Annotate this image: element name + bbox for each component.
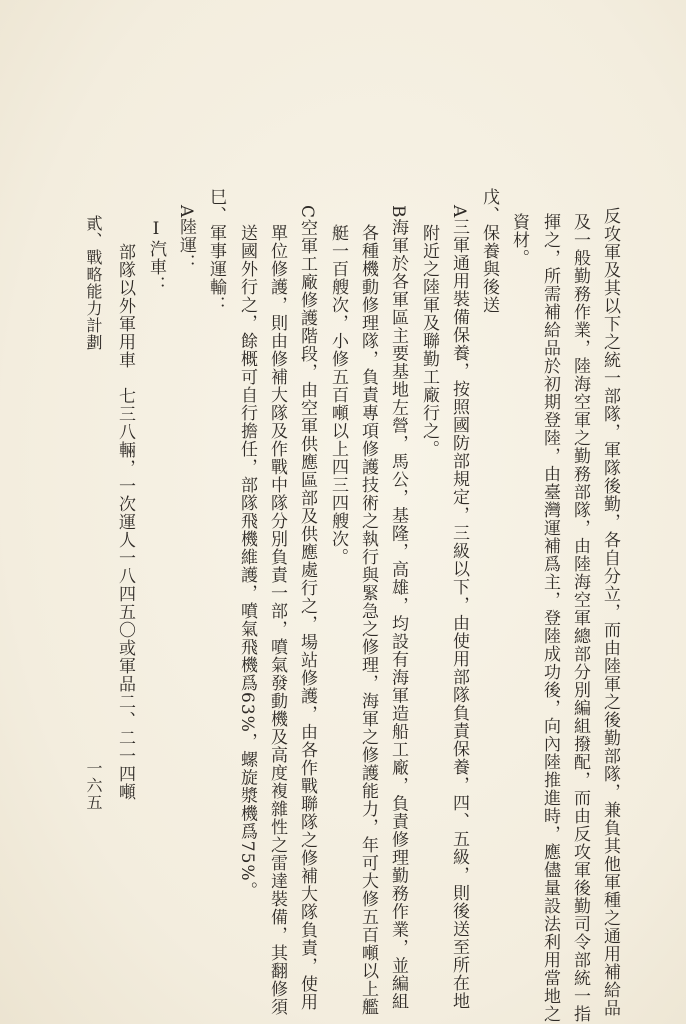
text-column-10: 艇一百艘次，小修五百噸以上四三四艘次。: [328, 224, 348, 566]
subheading-land-transport: A陸運：: [176, 205, 196, 273]
subheading-vehicles: Ⅰ汽車：: [146, 219, 166, 294]
page-number: 一六五: [84, 760, 103, 811]
item-a-common-equipment: A三軍通用裝備保養，按照國防部規定，三級以下，由使用部隊負責保養，四、五級，則後送至所在地: [449, 205, 469, 1011]
section-heading-maintenance: 戊、保養與後送: [479, 188, 499, 314]
text-column-2: 及一般勤務作業，陸海空軍之勤務部隊，由陸海空軍總部分別編組撥配，而由反攻軍後勤司令部統一指: [570, 213, 590, 1023]
text-column-4: 資材。: [509, 213, 529, 267]
text-column-3: 揮之，所需補給品於初期登陸，由臺灣運補爲主，登陸成功後，向內陸推進時，應儘量設法利用當地之: [540, 213, 560, 1023]
text-column-9: 各種機動修理隊，負責專項修護技術之執行與緊急之修理，海軍之修護能力，年可大修五百噸以上艦: [358, 224, 378, 1016]
text-column-13: 送國外行之，餘概可自行擔任，部隊飛機維護，噴氣飛機爲63%，螺旋漿機爲75%。: [237, 224, 257, 900]
section-heading-transport: 巳、軍事運輸：: [206, 188, 226, 314]
text-column-17: 部隊以外軍用車 七三八輛，一次運人一八四五〇或軍品二、二一四噸: [115, 243, 135, 801]
item-b-navy: B海軍於各軍區主要基地左營，馬公，基隆，高雄，均設有海軍造船工廠，負責修理勤務作業，並編組: [388, 205, 408, 1011]
item-c-air-force: C空軍工廠修護階段，由空軍供應區部及供應處行之，場站修護，由各作戰聯隊之修補大隊負責，使用: [297, 205, 317, 1012]
text-column-12: 單位修護，則由修補大隊及作戰中隊分別負責一部，噴氣發動機及高度複雜性之雷達裝備，其翻修須: [267, 224, 287, 1016]
footer-section-title: 貳、戰略能力計劃: [84, 215, 103, 351]
text-column-7: 附近之陸軍及聯勤工廠行之。: [419, 224, 439, 458]
text-column-1: 反攻軍及其以下之統一部隊，軍隊後勤，各自分立，而由陸軍之後勤部隊，兼負其他軍種之通用補給品: [600, 207, 620, 1017]
